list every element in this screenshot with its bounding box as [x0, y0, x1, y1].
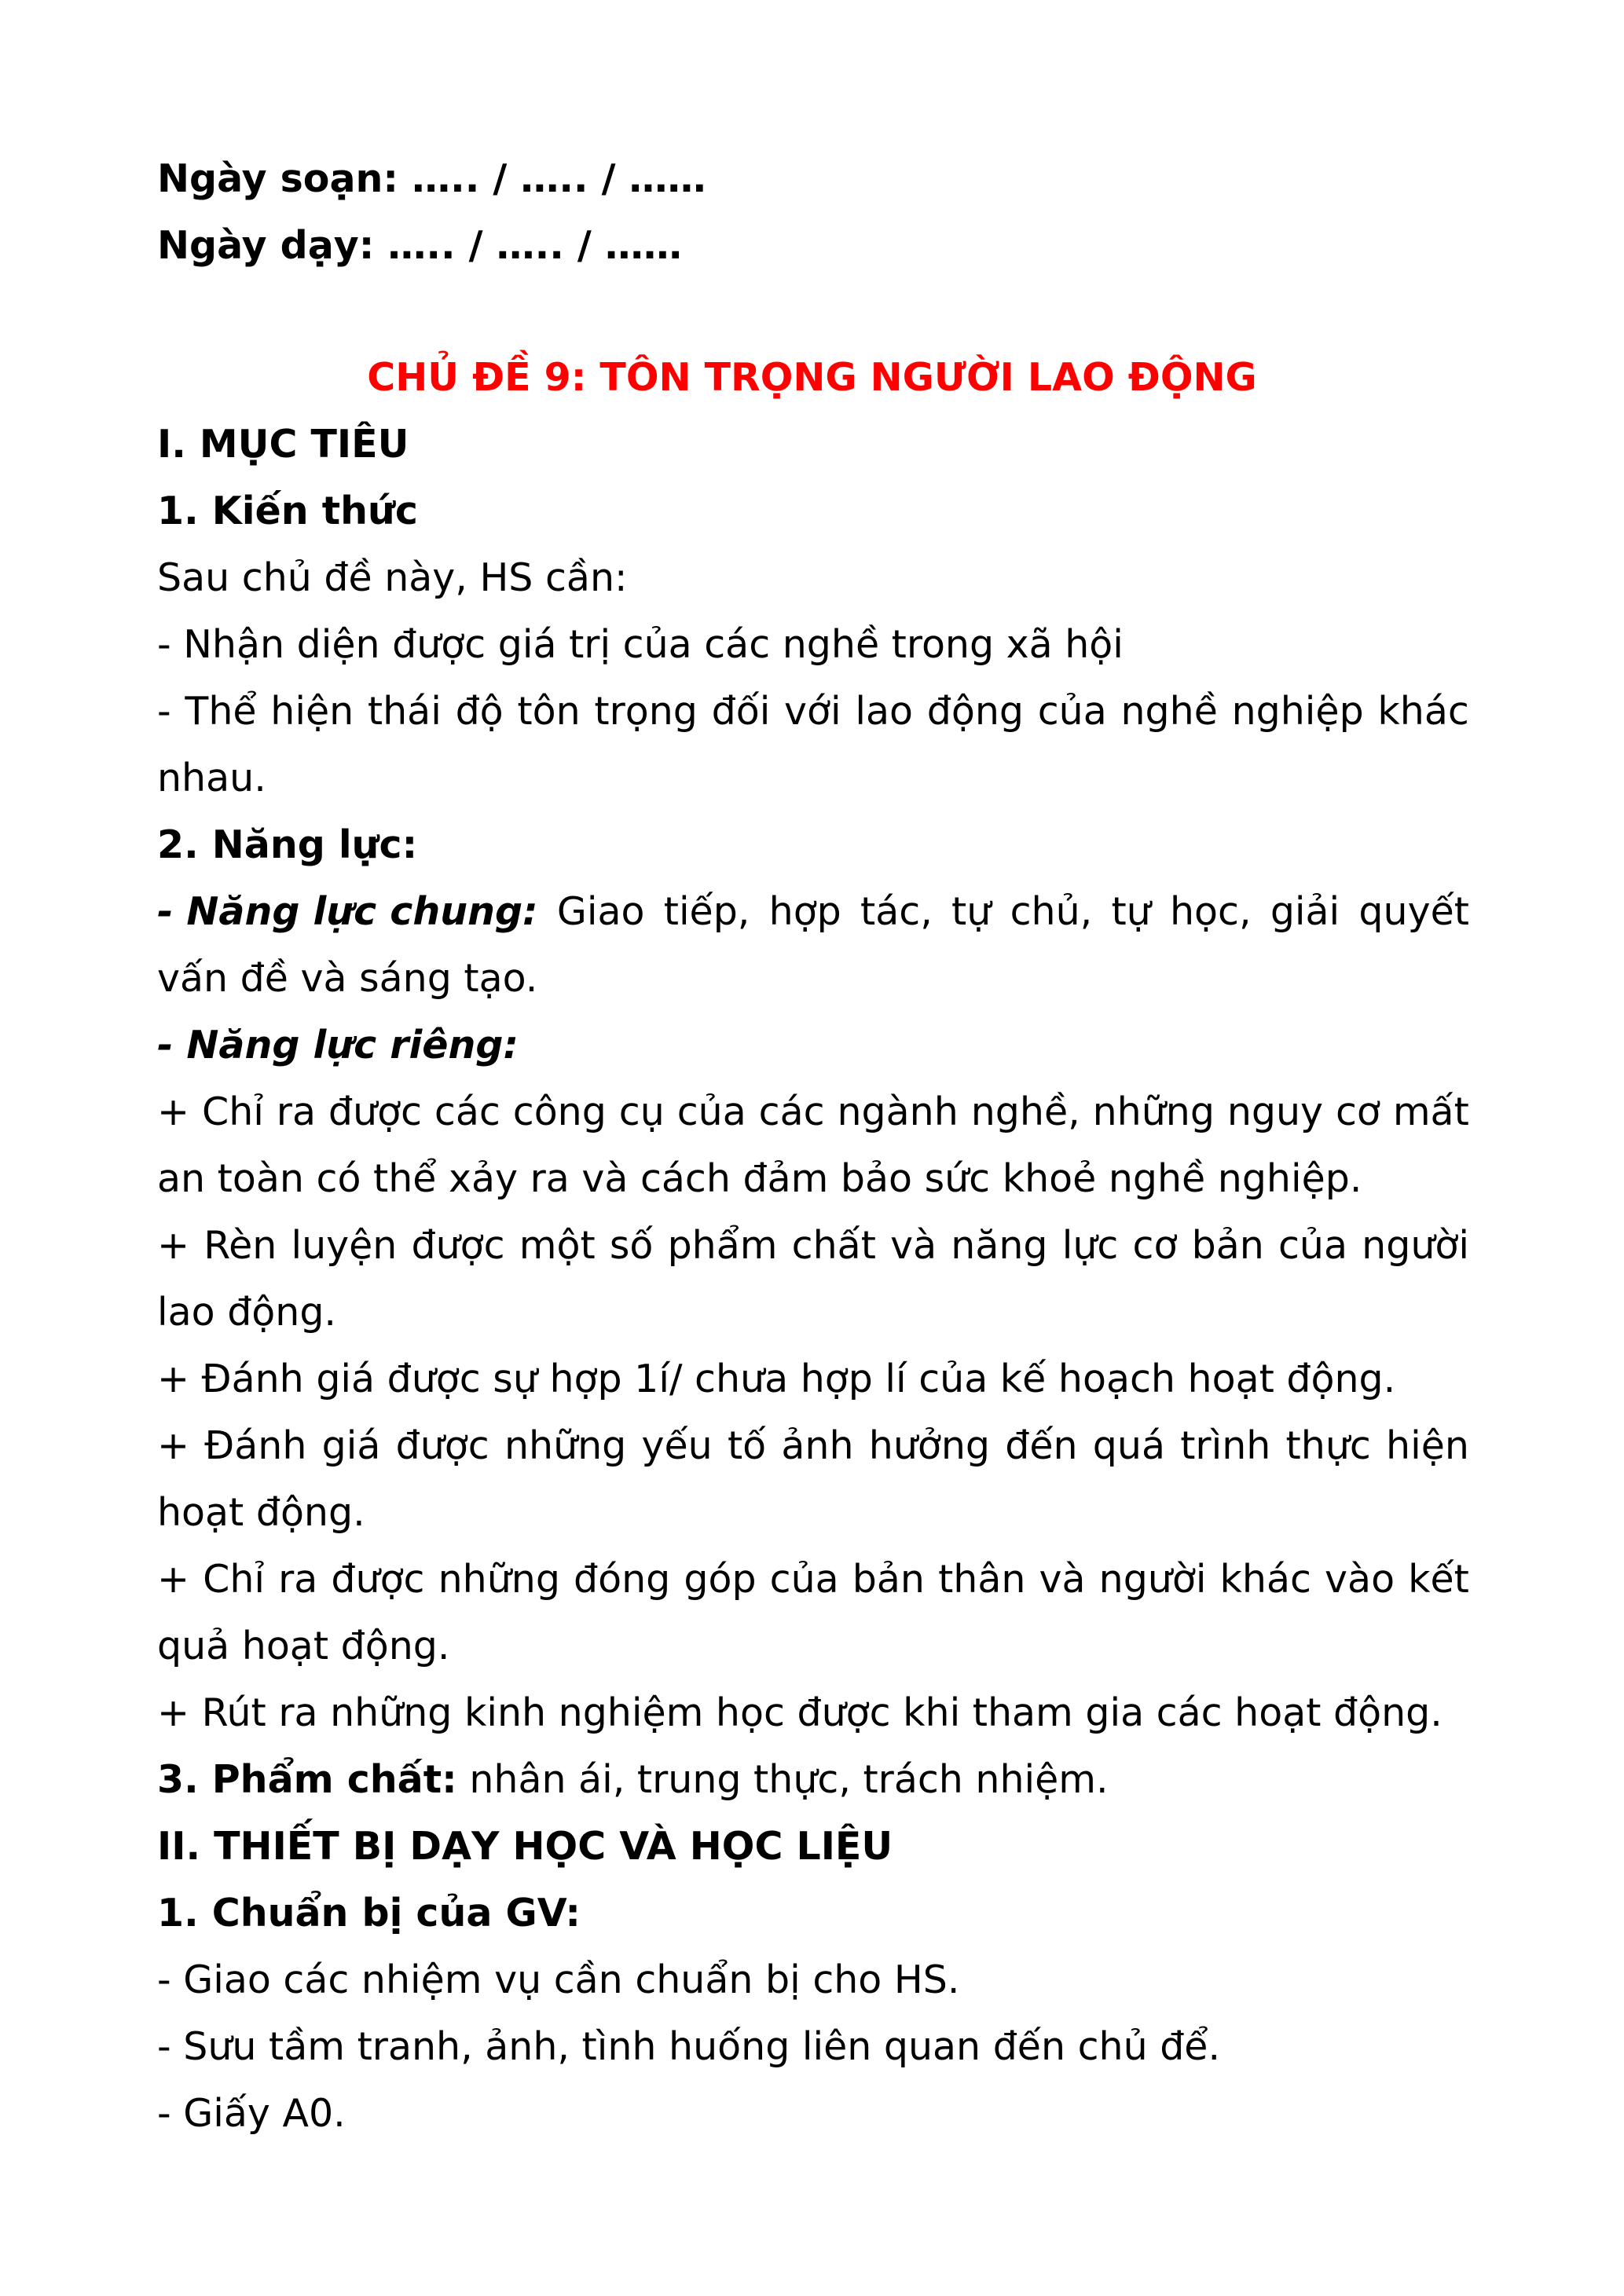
word: Giao [556, 889, 645, 934]
word: đóng [574, 1557, 671, 1602]
nang-luc-chung-line-1 [157, 889, 1469, 934]
word: các [434, 1089, 500, 1134]
word: của [1278, 1223, 1347, 1268]
word: và [1039, 1557, 1086, 1602]
word: với [784, 689, 841, 734]
word: chủ, [1010, 889, 1093, 934]
word: công [512, 1089, 607, 1134]
nang-luc-rieng-item-1-line-1 [157, 1089, 1469, 1134]
word: + [157, 1089, 190, 1134]
pham-chat-label: 3. Phẩm chất: [157, 1757, 457, 1802]
word: thân [938, 1557, 1026, 1602]
word: số [609, 1223, 654, 1268]
word: cụ [618, 1089, 665, 1134]
word: một [519, 1223, 596, 1268]
word: các [758, 1089, 825, 1134]
word: nghiệp [1231, 689, 1364, 734]
word: bản [852, 1557, 925, 1602]
word: năng [951, 1223, 1048, 1268]
word: của [769, 1557, 839, 1602]
word: vào [1325, 1557, 1395, 1602]
word: đối [711, 689, 771, 734]
nang-luc-rieng-item-2-line-2: lao động. [157, 1290, 337, 1335]
subheading-chuan-bi-gv: 1. Chuẩn bị của GV: [157, 1891, 581, 1935]
word: quyết [1358, 889, 1469, 934]
word: người [1098, 1557, 1207, 1602]
section-heading-thiet-bi: II. THIẾT BỊ DẠY HỌC VÀ HỌC LIỆU [157, 1824, 893, 1869]
word: tố [727, 1423, 767, 1468]
nang-luc-rieng-item-6: + Rút ra những kinh nghiệm học được khi tham gia các hoạt động. [157, 1690, 1443, 1735]
word: nguy [1226, 1089, 1324, 1134]
word: của [676, 1089, 746, 1134]
word: được [331, 1557, 425, 1602]
ngay-soan: Ngày soạn: ….. / ….. / …… [157, 156, 706, 201]
word: chất [791, 1223, 876, 1268]
word: góp [684, 1557, 757, 1602]
word: phẩm [667, 1223, 778, 1268]
word: hiện [270, 689, 354, 734]
word: khác [1377, 689, 1469, 734]
nang-luc-chung-label: - Năng lực chung: [157, 889, 538, 934]
word: động [926, 689, 1024, 734]
gv-item-1: - Giao các nhiệm vụ cần chuẩn bị cho HS. [157, 1957, 960, 2002]
kien-thuc-item-1: - Nhận diện được giá trị của các nghề trong xã hội [157, 622, 1124, 667]
word: Đánh [204, 1423, 307, 1468]
word: + [157, 1223, 190, 1268]
word: nghề [1120, 689, 1218, 734]
gv-item-2: - Sưu tầm tranh, ảnh, tình huống liên quan đến chủ để. [157, 2024, 1221, 2069]
word: độ [455, 689, 504, 734]
kien-thuc-item-2-line-1 [157, 689, 1469, 734]
word: những [504, 1423, 627, 1468]
nang-luc-rieng-item-5-line-1 [157, 1557, 1469, 1602]
subheading-kien-thuc: 1. Kiến thức [157, 489, 418, 533]
word: được [411, 1223, 505, 1268]
nang-luc-rieng-item-4-line-2: hoạt động. [157, 1490, 365, 1535]
word: thực [1285, 1423, 1371, 1468]
section-heading-muc-tieu: I. MỤC TIÊU [157, 422, 409, 467]
word: hiện [1386, 1423, 1469, 1468]
word: lao [855, 689, 913, 734]
word: kết [1408, 1557, 1469, 1602]
word: những [1092, 1089, 1215, 1134]
word: thái [367, 689, 442, 734]
word: hưởng [868, 1423, 991, 1468]
kien-thuc-item-2-line-2: nhau. [157, 756, 266, 800]
nang-luc-rieng-item-3: + Đánh giá được sự hợp 1í/ chưa hợp lí của kế hoạch hoạt động. [157, 1357, 1396, 1401]
word: trọng [594, 689, 698, 734]
word: của [1037, 689, 1107, 734]
word: quá [1092, 1423, 1165, 1468]
nang-luc-rieng-item-2-line-1 [157, 1223, 1469, 1268]
word: được [395, 1423, 489, 1468]
word: ra [276, 1089, 316, 1134]
word: tự [951, 889, 992, 934]
page-title: CHỦ ĐỀ 9: TÔN TRỌNG NGƯỜI LAO ĐỘNG [367, 355, 1257, 400]
ngay-day: Ngày dạy: ….. / ….. / …… [157, 223, 682, 268]
word: mất [1392, 1089, 1469, 1134]
pham-chat [157, 1757, 1469, 1802]
word: Chỉ [201, 1089, 264, 1134]
word: Thể [185, 689, 257, 734]
word: trình [1180, 1423, 1271, 1468]
word: tôn [517, 689, 581, 734]
word: tự [1111, 889, 1151, 934]
word: giá [321, 1423, 381, 1468]
nang-luc-chung-line-2: vấn đề và sáng tạo. [157, 956, 538, 1001]
nang-luc-rieng-item-4-line-1 [157, 1423, 1469, 1468]
word: nghề, [970, 1089, 1080, 1134]
word: Rèn [203, 1223, 277, 1268]
word: tiếp, [663, 889, 750, 934]
word: đến [1005, 1423, 1078, 1468]
kien-thuc-intro: Sau chủ đề này, HS cần: [157, 555, 628, 600]
word: Chỉ [203, 1557, 266, 1602]
word: học, [1170, 889, 1252, 934]
word: + [157, 1557, 190, 1602]
word: yếu [641, 1423, 713, 1468]
word: cơ [1335, 1089, 1380, 1134]
word: hợp [768, 889, 841, 934]
word: tác, [860, 889, 933, 934]
word: và [890, 1223, 937, 1268]
word: người [1362, 1223, 1469, 1268]
word: khác [1219, 1557, 1311, 1602]
word: ảnh [781, 1423, 854, 1468]
word: luyện [291, 1223, 398, 1268]
word: được [328, 1089, 422, 1134]
word: + [157, 1423, 190, 1468]
word: - [157, 689, 171, 734]
word: bản [1191, 1223, 1264, 1268]
pham-chat-text: nhân ái, trung thực, trách nhiệm. [456, 1757, 1109, 1802]
word: ra [278, 1557, 318, 1602]
nang-luc-rieng-label: - Năng lực riêng: [157, 1023, 519, 1067]
nang-luc-rieng-item-5-line-2: quả hoạt động. [157, 1624, 450, 1668]
word: giải [1270, 889, 1340, 934]
word: ngành [837, 1089, 959, 1134]
subheading-nang-luc: 2. Năng lực: [157, 822, 418, 867]
word: lực [1061, 1223, 1119, 1268]
word: những [438, 1557, 560, 1602]
word: cơ [1132, 1223, 1178, 1268]
nang-luc-rieng-item-1-line-2: an toàn có thể xảy ra và cách đảm bảo sức khoẻ nghề nghiệp. [157, 1156, 1362, 1201]
gv-item-3: - Giấy A0. [157, 2091, 346, 2136]
